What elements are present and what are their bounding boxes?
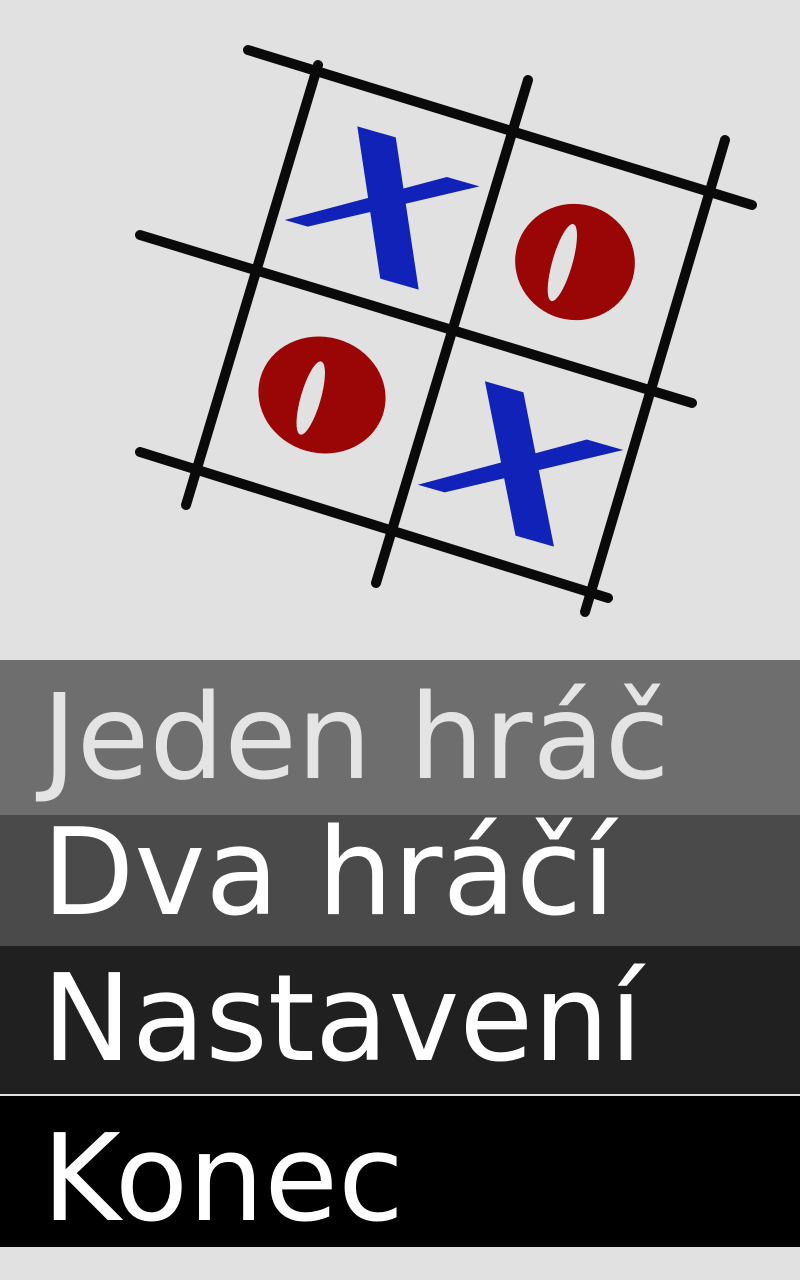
grid-line-center: [376, 80, 528, 583]
o-mark-top-right: [501, 190, 648, 335]
o-mark-bottom-left: [244, 322, 399, 469]
settings-button[interactable]: Nastavení: [0, 946, 800, 1094]
bottom-margin: [0, 1247, 800, 1280]
single-player-button[interactable]: Jeden hráč: [0, 660, 800, 815]
two-players-button[interactable]: Dva hráčí: [0, 815, 800, 946]
logo-grid: [140, 50, 752, 612]
x-mark-bottom-right: [412, 371, 631, 557]
x-mark-top-left: [276, 114, 486, 298]
quit-button[interactable]: Konec: [0, 1096, 800, 1247]
